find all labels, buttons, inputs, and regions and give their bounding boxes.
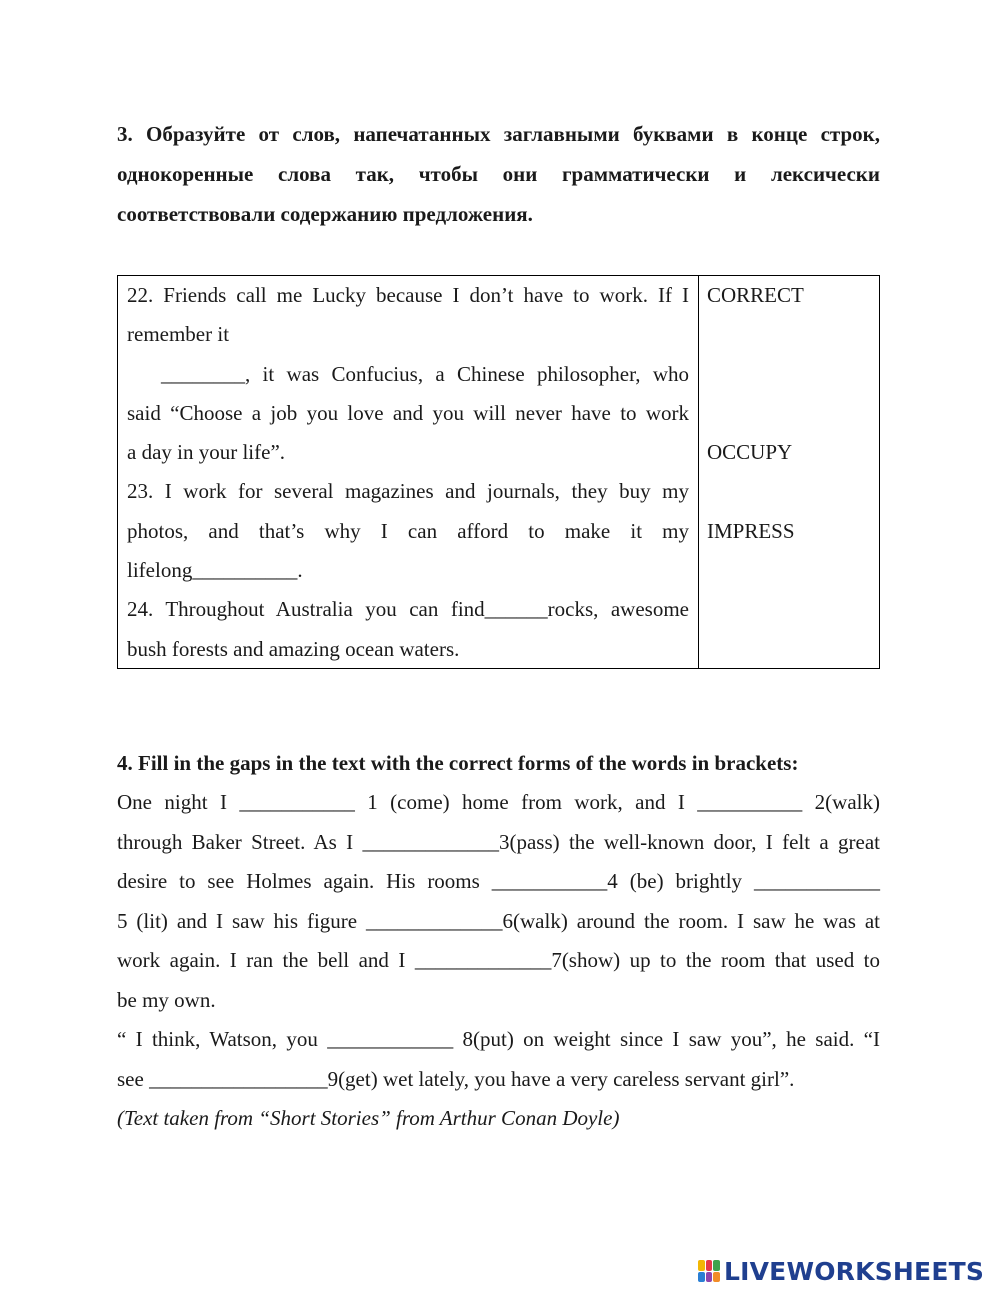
- gap-text-line: work again. I ran the bell and I _____________7(show) up to the room that used to: [117, 948, 880, 972]
- sentence-line: a day in your life”.: [127, 440, 286, 465]
- logo-mark-icon: [698, 1260, 720, 1282]
- logo-tile: [698, 1260, 705, 1271]
- root-word-impress: IMPRESS: [707, 518, 795, 543]
- text-source-citation: (Text taken from “Short Stories” from Arthur Conan Doyle): [117, 1106, 620, 1130]
- table-column-divider: [698, 276, 699, 668]
- logo-tile: [706, 1260, 713, 1271]
- task3-instructions: [117, 114, 880, 234]
- sentence-line: ________, it was Confucius, a Chinese philosopher, who: [161, 361, 689, 386]
- task3-instruction-line: соответствовали содержанию предложения.: [117, 202, 533, 226]
- logo-wordmark: LIVEWORKSHEETS: [724, 1256, 985, 1286]
- liveworksheets-logo: [698, 1256, 984, 1286]
- sentence-line: 22. Friends call me Lucky because I don’t have to work. If I: [127, 283, 689, 307]
- logo-tile: [698, 1272, 705, 1283]
- logo-tile: [713, 1272, 720, 1283]
- word-formation-table: [117, 275, 880, 669]
- logo-tile: [713, 1260, 720, 1271]
- sentence-line: said “Choose a job you love and you will never have to work: [127, 400, 689, 425]
- task4-gap-text: [117, 783, 880, 1139]
- gap-text-line: through Baker Street. As I _____________3(pass) the well-known door, I felt a great: [117, 829, 880, 854]
- sentences-cell: [127, 276, 689, 669]
- gap-text-line: be my own.: [117, 987, 216, 1012]
- sentence-line: lifelong__________.: [127, 558, 303, 583]
- sentence-line: 24. Throughout Australia you can find______rocks, awesome: [127, 597, 689, 622]
- gap-text-line: “ I think, Watson, you ____________ 8(put) on weight since I saw you”, he said. “I: [117, 1027, 880, 1051]
- sentence-line: photos, and that’s why I can afford to make it my: [127, 518, 689, 543]
- root-words-cell: [707, 276, 877, 551]
- gap-text-line: see _________________9(get) wet lately, you have a very careless servant girl”.: [117, 1066, 795, 1091]
- gap-text-line: One night I ___________ 1 (come) home from work, and I __________ 2(walk): [117, 790, 880, 814]
- sentence-line: remember it: [127, 322, 230, 347]
- sentence-line: bush forests and amazing ocean waters.: [127, 636, 460, 661]
- gap-text-line: desire to see Holmes again. His rooms ___________4 (be) brightly ____________: [117, 869, 880, 893]
- gap-text-line: 5 (lit) and I saw his figure _____________6(walk) around the room. I saw he was at: [117, 908, 880, 933]
- task4-instructions: 4. Fill in the gaps in the text with the correct forms of the words in brackets:: [117, 751, 799, 775]
- task3-instruction-line: однокоренные слова так, чтобы они грамматически и лексически: [117, 162, 880, 186]
- task3-instruction-line: 3. Образуйте от слов, напечатанных заглавными буквами в конце строк,: [117, 122, 880, 146]
- root-word-occupy: OCCUPY: [707, 440, 793, 465]
- sentence-line: 23. I work for several magazines and journals, they buy my: [127, 479, 689, 504]
- root-word-correct: CORRECT: [707, 283, 804, 307]
- logo-tile: [706, 1272, 713, 1283]
